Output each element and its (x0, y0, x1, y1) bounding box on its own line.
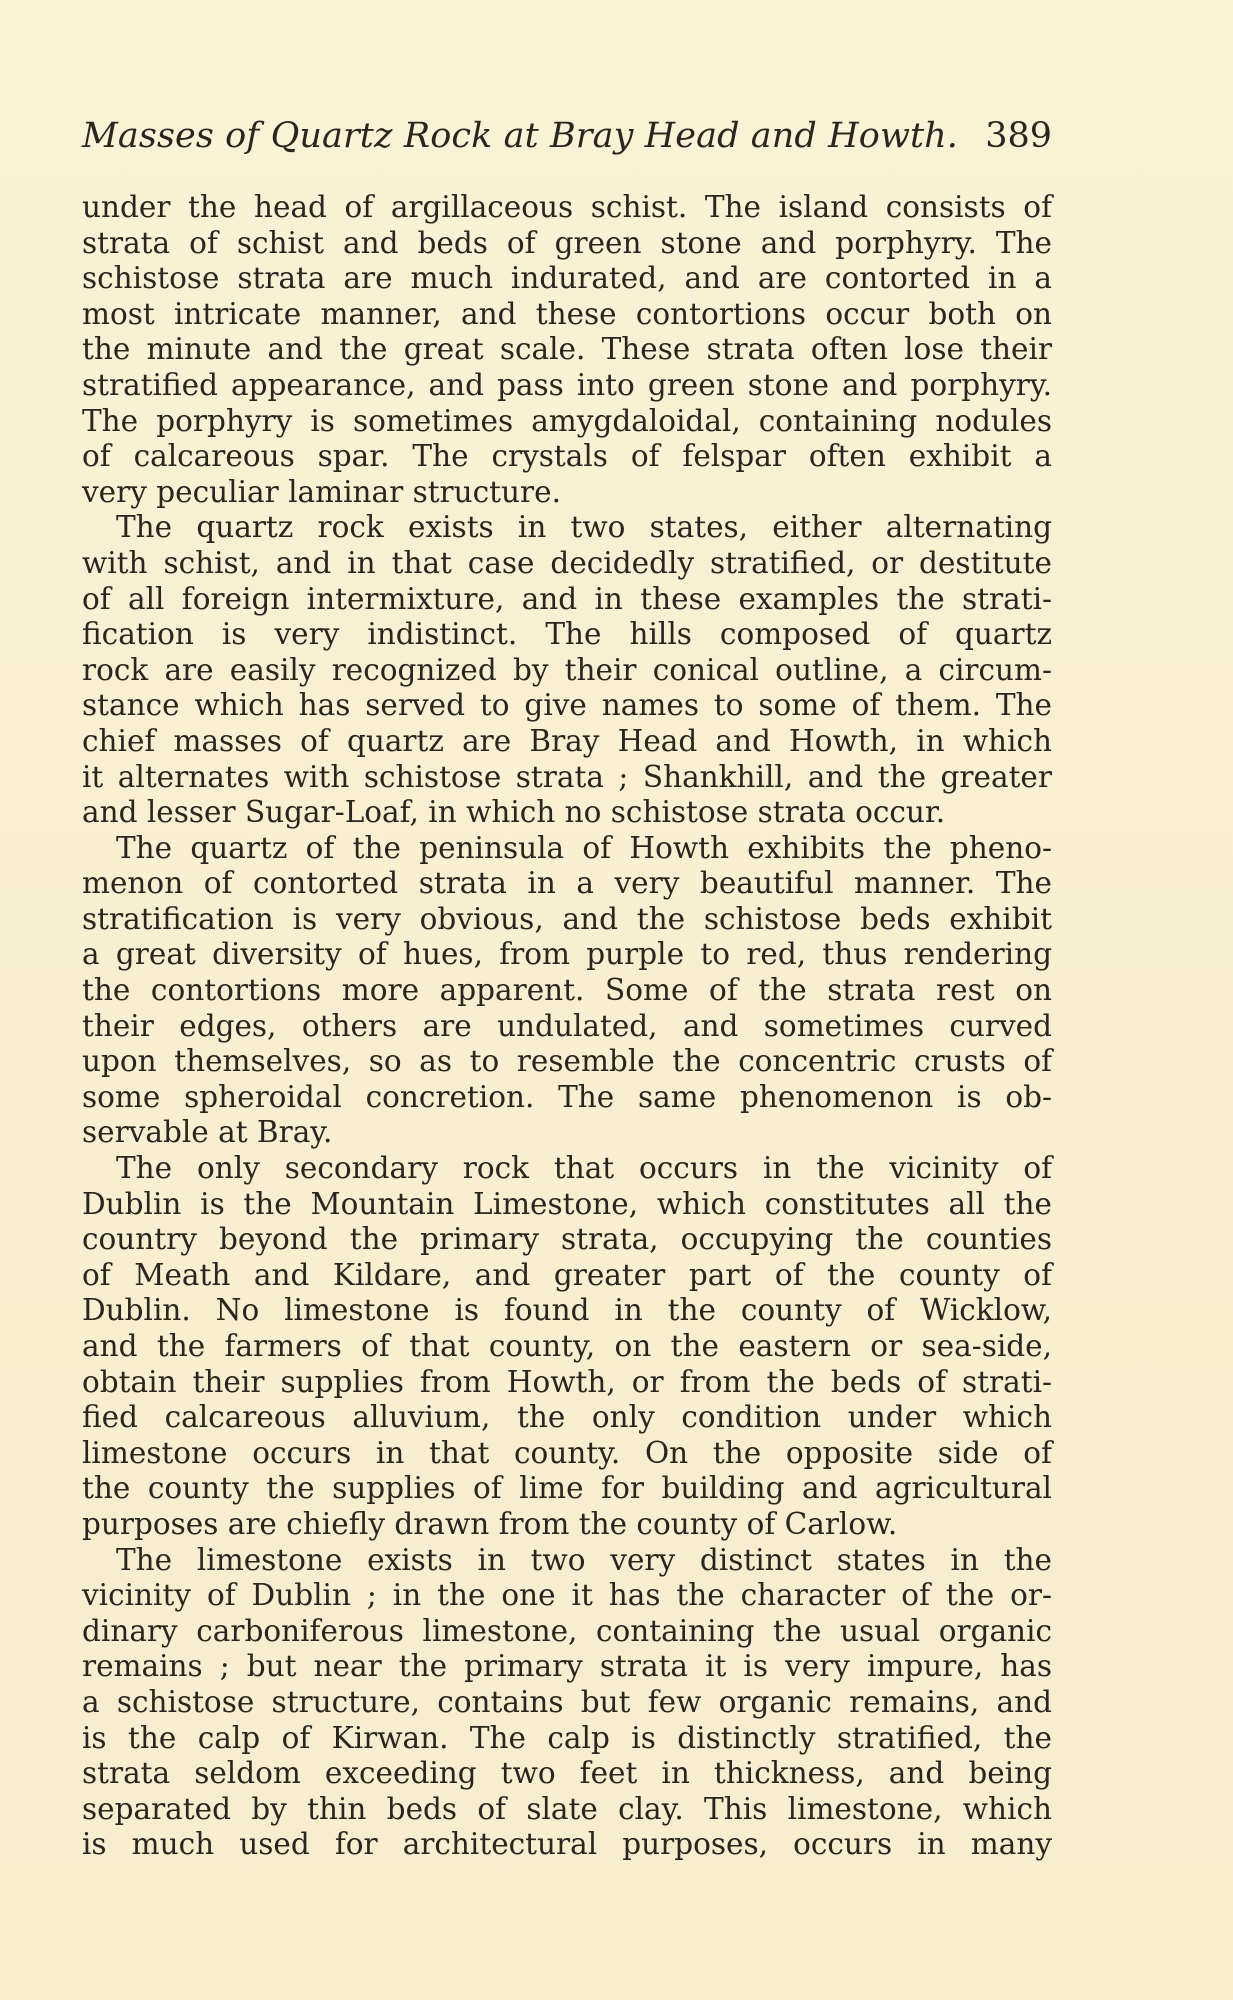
text-line: stance which has served to give names to some of them. The (82, 688, 1052, 723)
text-line: rock are easily recognized by their conical outline, a circum- (82, 652, 1052, 687)
text-line: vicinity of Dublin ; in the one it has the character of the or- (82, 1578, 1052, 1613)
text-line: The quartz of the peninsula of Howth exhibits the pheno- (116, 830, 1052, 865)
text-line: remains ; but near the primary strata it is very impure, has (82, 1649, 1052, 1684)
text-line: and lesser Sugar-Loaf, in which no schistose strata occur. (82, 795, 946, 830)
text-line: upon themselves, so as to resemble the concentric crusts of (82, 1044, 1052, 1079)
text-line: the contortions more apparent. Some of the strata rest on (82, 973, 1052, 1008)
text-line: The limestone exists in two very distinct states in the (116, 1542, 1052, 1577)
text-line: Dublin is the Mountain Limestone, which constitutes all the (82, 1186, 1052, 1221)
text-line: under the head of argillaceous schist. The island consists of (82, 190, 1052, 224)
running-title: Masses of Quartz Rock at Bray Head and Howth. (82, 116, 959, 156)
text-line: some spheroidal concretion. The same phenomenon is ob- (82, 1079, 1052, 1114)
text-line: Dublin. No limestone is found in the county of Wicklow, (82, 1293, 1052, 1328)
text-line: their edges, others are undulated, and sometimes curved (82, 1008, 1052, 1043)
text-line: is the calp of Kirwan. The calp is distinctly stratified, the (82, 1720, 1052, 1755)
text-line: limestone occurs in that county. On the opposite side of (82, 1435, 1052, 1470)
text-line: the minute and the great scale. These strata often lose their (82, 332, 1052, 367)
text-line: The quartz rock exists in two states, either alternating (116, 510, 1052, 545)
text-line: most intricate manner, and these contortions occur both on (82, 296, 1052, 331)
text-line: with schist, and in that case decidedly stratified, or destitute (82, 545, 1052, 580)
text-line: strata of schist and beds of green stone and porphyry. The (82, 225, 1052, 260)
text-line: schistose strata are much indurated, and are contorted in a (82, 261, 1052, 296)
text-line: the county the supplies of lime for building and agricultural (82, 1471, 1052, 1506)
text-line: country beyond the primary strata, occupying the counties (82, 1222, 1052, 1257)
text-line: fication is very indistinct. The hills composed of quartz (82, 617, 1052, 652)
text-line: of Meath and Kildare, and greater part of the county of (82, 1257, 1052, 1292)
text-line: a schistose structure, contains but few organic remains, and (82, 1684, 1052, 1719)
body-text (82, 190, 1052, 1863)
text-line: purposes are chiefly drawn from the county of Carlow. (82, 1506, 898, 1541)
text-line: of all foreign intermixture, and in these examples the strati- (82, 581, 1052, 616)
page-header (82, 106, 1052, 166)
text-line: menon of contorted strata in a very beautiful manner. The (82, 866, 1052, 901)
text-line: servable at Bray. (82, 1115, 333, 1150)
text-line: strata seldom exceeding two feet in thickness, and being (82, 1756, 1052, 1791)
page-number: 389 (985, 116, 1052, 156)
text-line: and the farmers of that county, on the eastern or sea-side, (82, 1329, 1052, 1363)
text-line: stratified appearance, and pass into green stone and porphyry. (82, 367, 1052, 402)
text-line: is much used for architectural purposes, occurs in many (82, 1827, 1052, 1862)
text-line: The only secondary rock that occurs in the vicinity of (116, 1151, 1052, 1186)
text-line: of calcareous spar. The crystals of felspar often exhibit a (82, 439, 1052, 474)
text-line: separated by thin beds of slate clay. This limestone, which (82, 1791, 1052, 1826)
text-line: it alternates with schistose strata ; Shankhill, and the greater (82, 759, 1052, 794)
text-line: stratification is very obvious, and the schistose beds exhibit (82, 901, 1052, 936)
text-line: obtain their supplies from Howth, or from the beds of strati- (82, 1364, 1052, 1399)
text-line: a great diversity of hues, from purple to red, thus rendering (82, 937, 1052, 972)
text-line: The porphyry is sometimes amygdaloidal, containing nodules (82, 403, 1052, 438)
text-line: fied calcareous alluvium, the only condition under which (82, 1400, 1052, 1435)
text-line: very peculiar laminar structure. (82, 474, 561, 509)
text-line: chief masses of quartz are Bray Head and Howth, in which (82, 723, 1052, 758)
text-line: dinary carboniferous limestone, containing the usual organic (82, 1613, 1052, 1648)
